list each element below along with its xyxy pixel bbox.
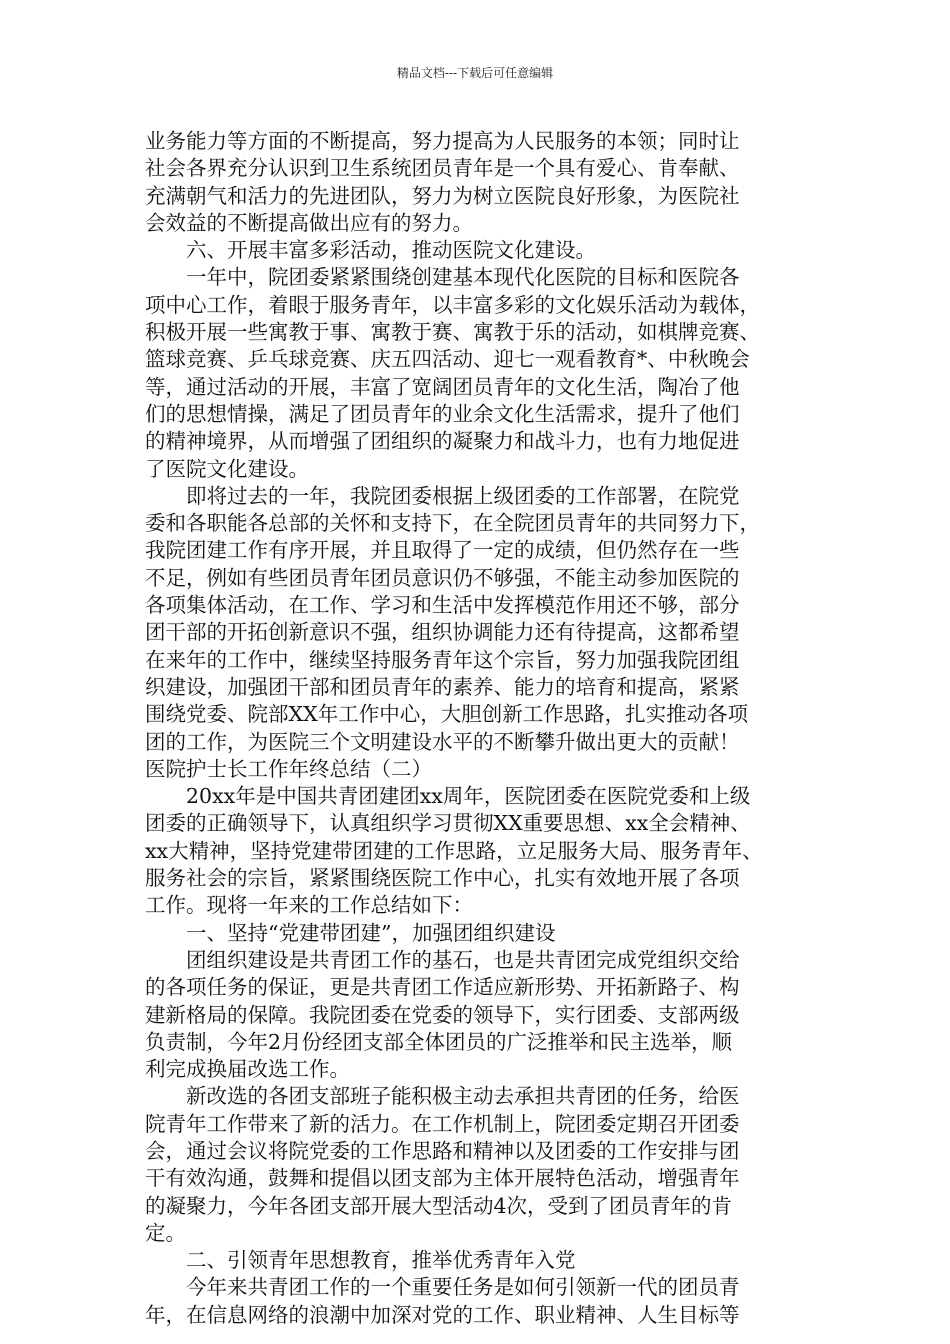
text-line: 了医院文化建设。	[145, 456, 309, 481]
text-line: 社会各界充分认识到卫生系统团员青年是一个具有爱心、肯奉献、	[145, 156, 740, 181]
document-body	[145, 128, 815, 1329]
text-line: 委和各职能各总部的关怀和支持下，在全院团员青年的共同努力下，	[145, 511, 760, 536]
text-line: 等，通过活动的开展，丰富了宽阔团员青年的文化生活，陶冶了他	[145, 374, 740, 399]
text-line: 围绕党委、院部XX年工作中心，大胆创新工作思路，扎实推动各项	[145, 702, 749, 727]
text-line: 的精神境界，从而增强了团组织的凝聚力和战斗力，也有力地促进	[145, 429, 740, 454]
text-line: 建新格局的保障。我院团委在党委的领导下，实行团委、支部两级	[145, 1002, 740, 1027]
text-line: 团的工作，为医院三个文明建设水平的不断攀升做出更大的贡献！	[145, 729, 740, 754]
text-line: 在来年的工作中，继续坚持服务青年这个宗旨，努力加强我院团组	[145, 647, 740, 672]
text-line: 年，在信息网络的浪潮中加深对党的工作、职业精神、人生目标等	[145, 1302, 740, 1327]
text-line: 干有效沟通，鼓舞和提倡以团支部为主体开展特色活动，增强青年	[145, 1166, 740, 1191]
text-line: 团干部的开拓创新意识不强，组织协调能力还有待提高，这都希望	[145, 620, 740, 645]
text-line: 医院护士长工作年终总结（二）	[145, 756, 432, 781]
text-line: 今年来共青团工作的一个重要任务是如何引领新一代的团员青	[186, 1275, 740, 1300]
text-line: 积极开展一些寓教于事、寓教于赛、寓教于乐的活动，如棋牌竞赛、	[145, 320, 760, 345]
text-line: xx大精神，坚持党建带团建的工作思路，立足服务大局、服务青年、	[145, 838, 763, 863]
text-line: 我院团建工作有序开展，并且取得了一定的成绩，但仍然存在一些	[145, 538, 740, 563]
text-line: 新改选的各团支部班子能积极主动去承担共青团的任务，给医	[186, 1084, 740, 1109]
text-line: 20xx年是中国共青团建团xx周年，医院团委在医院党委和上级	[186, 784, 751, 809]
text-line: 一年中，院团委紧紧围绕创建基本现代化医院的目标和医院各	[186, 265, 740, 290]
text-line: 工作。现将一年来的工作总结如下：	[145, 893, 473, 918]
text-line: 院青年工作带来了新的活力。在工作机制上，院团委定期召开团委	[145, 1111, 740, 1136]
text-line: 二、引领青年思想教育，推举优秀青年入党	[186, 1248, 576, 1273]
text-line: 业务能力等方面的不断提高，努力提高为人民服务的本领；同时让	[145, 129, 740, 153]
text-line: 的凝聚力，今年各团支部开展大型活动4次，受到了团员青年的肯	[145, 1193, 733, 1218]
text-line: 团委的正确领导下，认真组织学习贯彻XX重要思想、xx全会精神、	[145, 811, 751, 836]
text-line: 充满朝气和活力的先进团队，努力为树立医院良好形象，为医院社	[145, 183, 740, 208]
text-line: 会，通过会议将院党委的工作思路和精神以及团委的工作安排与团	[145, 1138, 740, 1163]
text-line: 各项集体活动，在工作、学习和生活中发挥模范作用还不够，部分	[145, 593, 740, 618]
text-line: 六、开展丰富多彩活动，推动医院文化建设。	[186, 238, 596, 263]
text-line: 即将过去的一年，我院团委根据上级团委的工作部署，在院党	[186, 483, 740, 508]
text-line: 篮球竞赛、乒乓球竞赛、庆五四活动、迎七一观看教育*、中秋晚会	[145, 347, 750, 372]
text-line: 定。	[145, 1220, 186, 1245]
text-line: 负责制，今年2月份经团支部全体团员的广泛推举和民主选举，顺	[145, 1029, 733, 1054]
text-line: 织建设，加强团干部和团员青年的素养、能力的培育和提高，紧紧	[145, 674, 740, 699]
text-line: 们的思想情操，满足了团员青年的业余文化生活需求，提升了他们	[145, 401, 740, 426]
text-line: 会效益的不断提高做出应有的努力。	[145, 210, 473, 235]
text-line: 项中心工作，着眼于服务青年，以丰富多彩的文化娱乐活动为载体，	[145, 292, 760, 317]
text-line: 一、坚持“党建带团建”，加强团组织建设	[186, 920, 556, 945]
text-line: 服务社会的宗旨，紧紧围绕医院工作中心，扎实有效地开展了各项	[145, 866, 740, 891]
text-line: 利完成换届改选工作。	[145, 1057, 350, 1082]
text-line: 不足，例如有些团员青年团员意识仍不够强，不能主动参加医院的	[145, 565, 740, 590]
text-line: 团组织建设是共青团工作的基石，也是共青团完成党组织交给	[186, 947, 740, 972]
page-header: 精品文档---下载后可任意编辑	[396, 66, 554, 80]
text-line: 的各项任务的保证，更是共青团工作适应新形势、开拓新路子、构	[145, 975, 740, 1000]
